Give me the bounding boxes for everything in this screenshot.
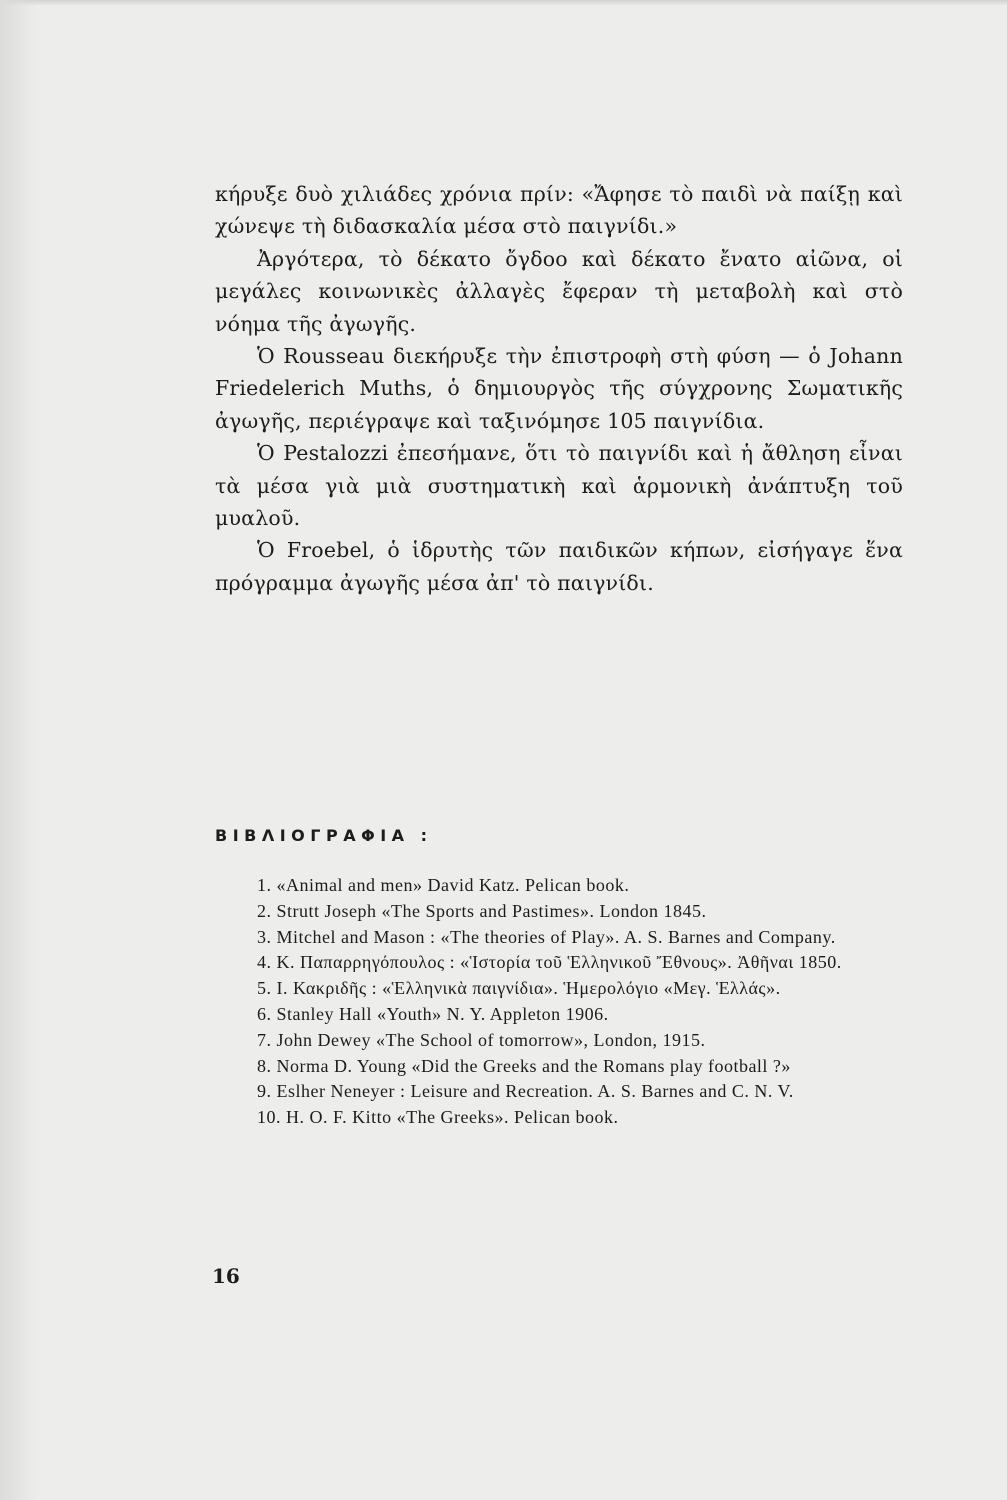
bibliography-item: 8. Norma D. Young «Did the Greeks and the Romans play football ?» [257, 1055, 791, 1076]
scan-shadow-top [0, 0, 1007, 6]
body-text [215, 178, 903, 599]
bibliography-list [215, 873, 903, 1131]
bibliography-item: 3. Mitchel and Mason : «The theories of Play». A. S. Barnes and Company. [257, 926, 836, 947]
scan-shadow-left [0, 0, 38, 1500]
bibliography-item: 2. Strutt Joseph «The Sports and Pastimes». London 1845. [257, 900, 707, 921]
paragraph-froebel: Ὁ Froebel, ὁ ἱδρυτὴς τῶν παιδικῶν κήπων, εἰσήγαγε ἕνα πρόγραμμα ἀγωγῆς μέσα ἀπ' τὸ παιγνίδι. [215, 538, 903, 595]
bibliography-heading: ΒΙΒΛΙΟΓΡΑΦΙΑ : [215, 826, 433, 845]
bibliography-item: 7. John Dewey «The School of tomorrow», London, 1915. [257, 1029, 706, 1050]
page-number: 16 [212, 1264, 240, 1288]
paragraph-continuation: κήρυξε δυὸ χιλιάδες χρόνια πρίν: «Ἄφησε τὸ παιδὶ νὰ παίξῃ καὶ χώνεψε τὴ διδασκαλία μέσα στὸ παιγνίδι.» [215, 182, 903, 239]
paragraph-rousseau: Ὁ Rousseau διεκήρυξε τὴν ἐπιστροφὴ στὴ φύση — ὁ Johann Friedelerich Muths, ὁ δημιουργὸς τῆς σύγχρονης Σωματικῆς ἀγωγῆς, περιέγραψε καὶ ταξινόμησε 105 παιγνίδια. [215, 344, 903, 433]
paragraph-pestalozzi: Ὁ Pestalozzi ἐπεσήμανε, ὅτι τὸ παιγνίδι καὶ ἡ ἄθληση εἶναι τὰ μέσα γιὰ μιὰ συστηματικὴ καὶ ἁρμονικὴ ἀνάπτυξη τοῦ μυαλοῦ. [215, 441, 903, 531]
bibliography-item: 1. «Animal and men» David Katz. Pelican book. [257, 875, 630, 895]
bibliography-item: 9. Eslher Neneyer : Leisure and Recreation. A. S. Barnes and C. N. V. [257, 1081, 794, 1102]
paragraph-later-centuries: Ἀργότερα, τὸ δέκατο ὄγδοο καὶ δέκατο ἔνατο αἰῶνα, οἱ μεγάλες κοινωνικὲς ἀλλαγὲς ἔφεραν τὴ μεταβολὴ καὶ στὸ νόημα τῆς ἀγωγῆς. [215, 246, 903, 336]
bibliography-item: 5. I. Κακριδῆς : «Ἑλληνικὰ παιγνίδια». Ἡμερολόγιο «Μεγ. Ἑλλάς». [257, 978, 781, 999]
bibliography-item: 6. Stanley Hall «Youth» N. Y. Appleton 1906. [257, 1003, 609, 1024]
bibliography-item: 4. K. Παπαρρηγόπουλος : «Ἱστορία τοῦ Ἑλληνικοῦ Ἔθνους». Ἀθῆναι 1850. [257, 952, 842, 973]
bibliography-item: 10. H. O. F. Kitto «The Greeks». Pelican book. [257, 1107, 619, 1128]
